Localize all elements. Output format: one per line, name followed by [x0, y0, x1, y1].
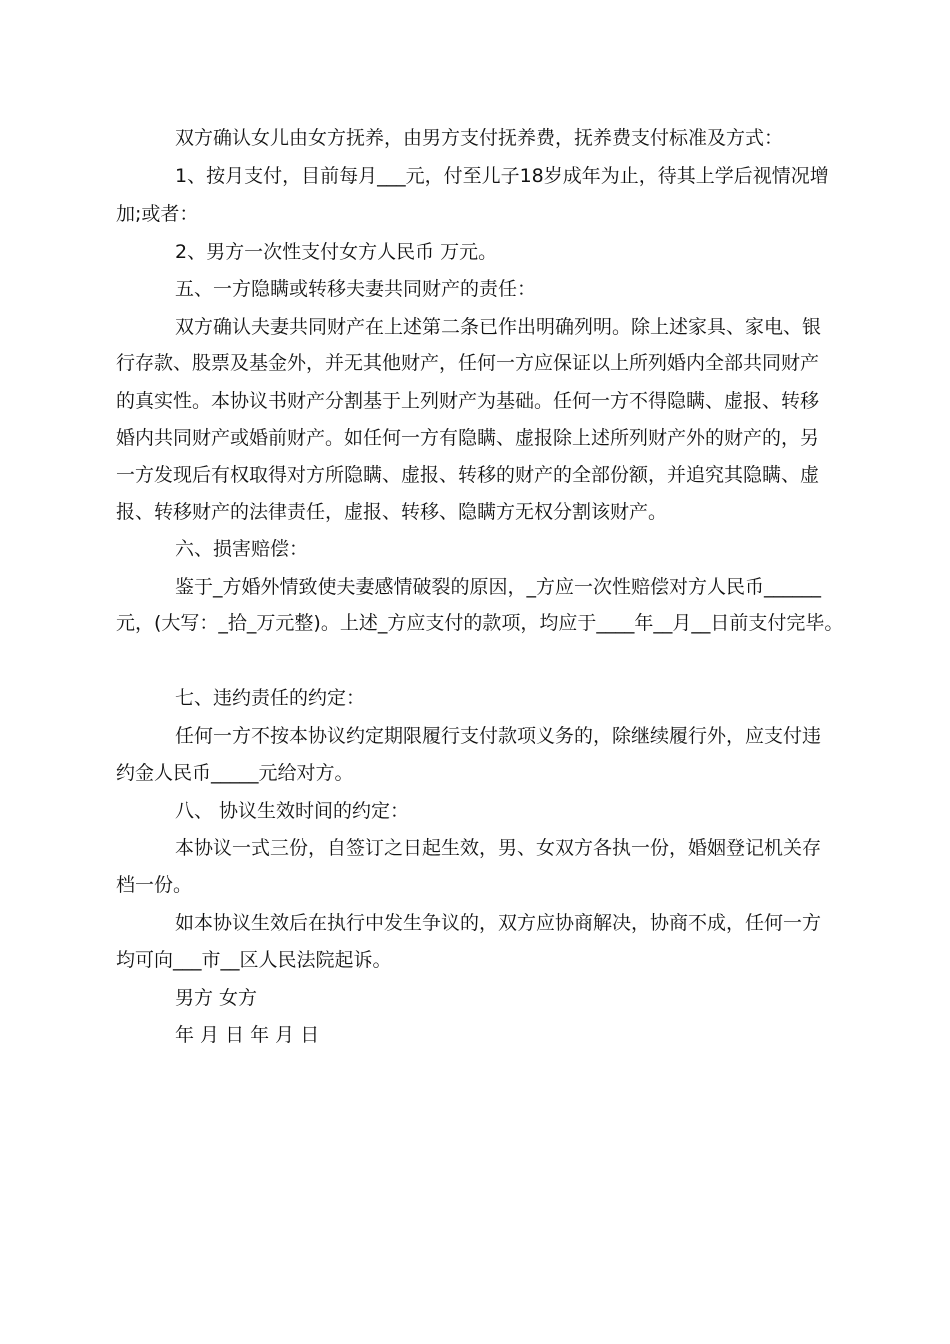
paragraph-line: 双方确认夫妻共同财产在上述第二条已作出明确列明。除上述家具、家电、银	[175, 316, 822, 338]
paragraph-line: 2、男方一次性支付女方人民币 万元。	[175, 241, 498, 263]
section-heading: 八、 协议生效时间的约定：	[175, 800, 410, 822]
paragraph-line: 元，(大写：_拾_万元整)。上述_方应支付的款项，均应于____年__月__日前支付完毕。	[116, 612, 844, 634]
paragraph-line: 1、按月支付，目前每月___元，付至儿子18岁成年为止，待其上学后视情况增	[175, 165, 829, 187]
section-heading: 七、违约责任的约定：	[175, 687, 366, 709]
paragraph-line: 双方确认女儿由女方抚养，由男方支付抚养费，抚养费支付标准及方式：	[175, 127, 784, 149]
paragraph-line: 约金人民币_____元给对方。	[116, 762, 354, 784]
paragraph-line: 任何一方不按本协议约定期限履行支付款项义务的，除继续履行外，应支付违	[175, 725, 822, 747]
signature-parties: 男方 女方	[175, 987, 258, 1009]
paragraph-line: 婚内共同财产或婚前财产。如任何一方有隐瞒、虚报除上述所列财产外的财产的，另	[116, 427, 820, 449]
paragraph-line: 行存款、股票及基金外，并无其他财产，任何一方应保证以上所列婚内全部共同财产	[116, 352, 820, 374]
paragraph-line: 一方发现后有权取得对方所隐瞒、虚报、转移的财产的全部份额，并追究其隐瞒、虚	[116, 464, 820, 486]
section-heading: 五、一方隐瞒或转移夫妻共同财产的责任：	[175, 278, 537, 300]
paragraph-line: 报、转移财产的法律责任，虚报、转移、隐瞒方无权分割该财产。	[116, 501, 668, 523]
paragraph-line: 鉴于_方婚外情致使夫妻感情破裂的原因，_方应一次性赔偿对方人民币______	[175, 576, 822, 598]
paragraph-line: 档一份。	[116, 874, 193, 896]
paragraph-line: 加;或者：	[116, 203, 199, 225]
paragraph-line: 本协议一式三份，自签订之日起生效，男、女双方各执一份，婚姻登记机关存	[175, 837, 822, 859]
signature-dates: 年 月 日 年 月 日	[175, 1024, 320, 1046]
section-heading: 六、损害赔偿：	[175, 538, 309, 560]
paragraph-line: 均可向___市__区人民法院起诉。	[116, 949, 392, 971]
paragraph-line: 如本协议生效后在执行中发生争议的，双方应协商解决，协商不成，任何一方	[175, 912, 822, 934]
paragraph-line: 的真实性。本协议书财产分割基于上列财产为基础。任何一方不得隐瞒、虚报、转移	[116, 390, 820, 412]
